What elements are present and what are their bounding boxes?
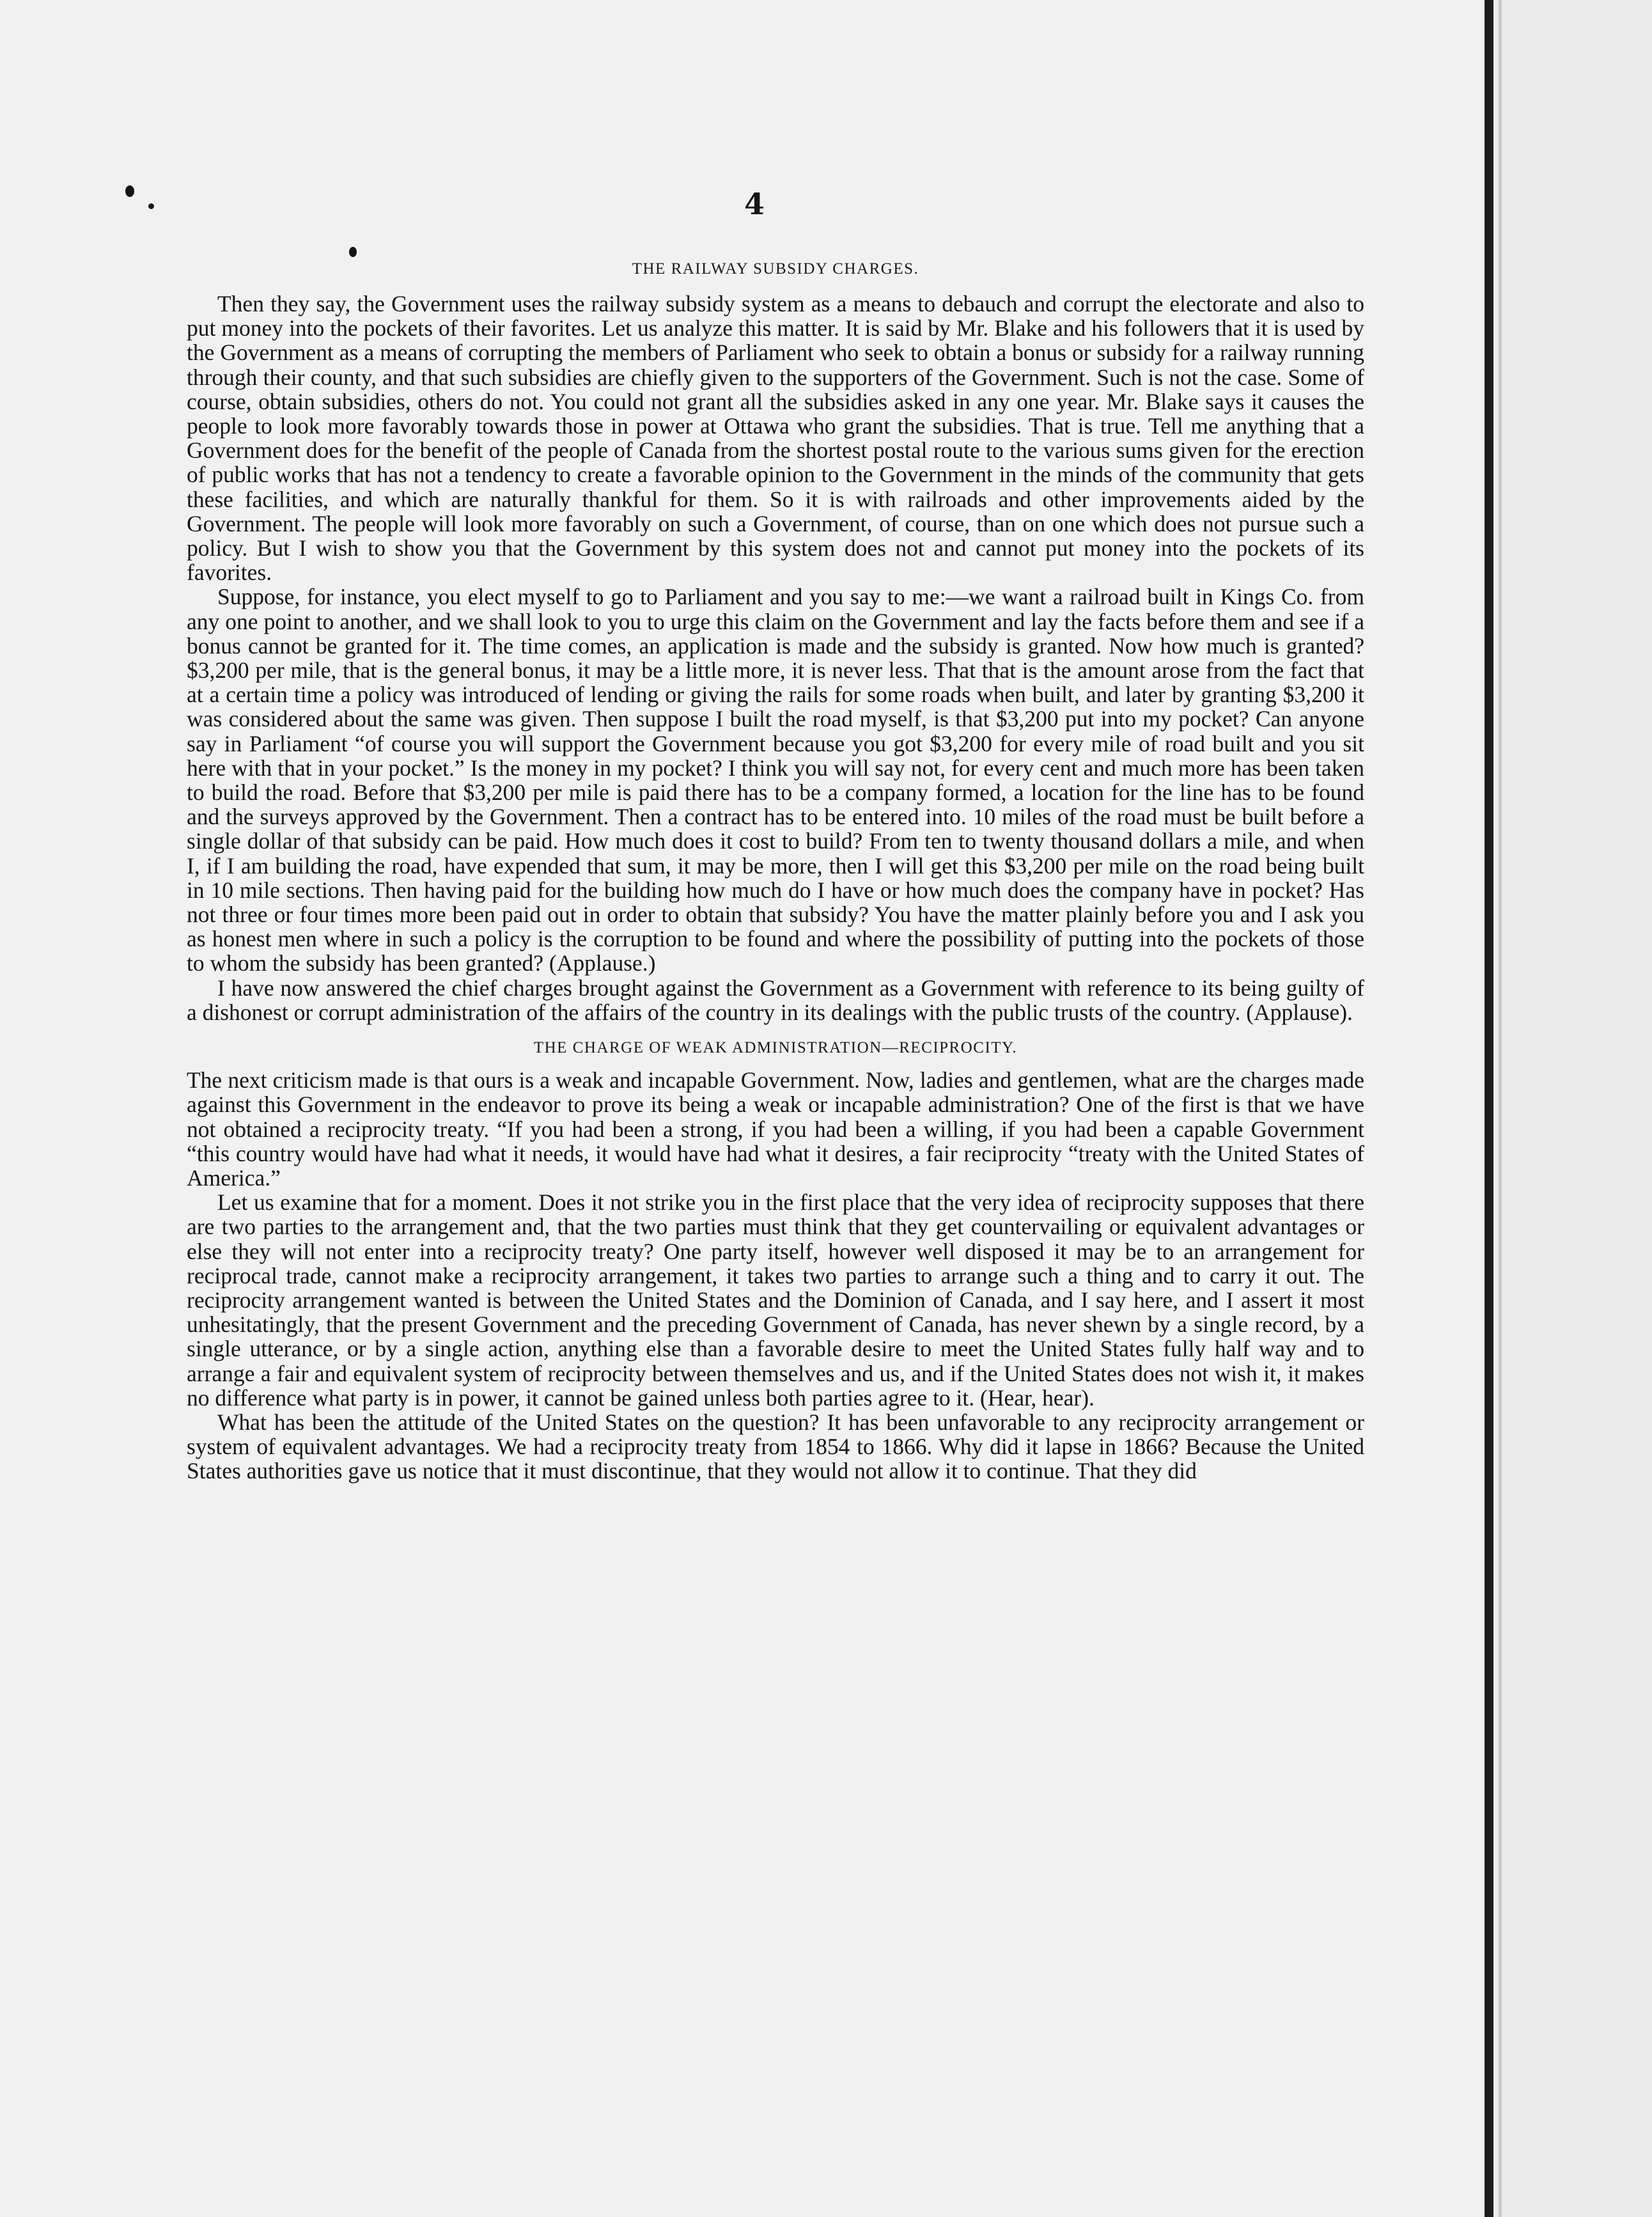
- paragraph: Let us examine that for a moment. Does it not strike you in the first place that the very idea of reciprocity supposes that there are two parties to the arrangement and, that the two parties must think that they get countervailing or equivalent advantages or else they will not enter into a reciprocity treaty? One party itself, however well disposed it may be to an arrangement for reciprocal trade, cannot make a reciprocity arrangement, it takes two parties to arrange such a thing and to carry it out. The reciprocity arrangement wanted is between the United States and the Dominion of Canada, and I say here, and I assert it most unhesitatingly, that the present Government and the preceding Government of Canada, has never shewn by a single record, by a single utterance, or by a single action, anything else than a favorable desire to meet the United States fully half way and to arrange a fair and equivalent system of reciprocity between themselves and us, and if the United States does not wish it, it makes no difference what party is in power, it cannot be gained unless both parties agree to it. (Hear, hear).: [187, 1189, 1364, 1411]
- section-heading-weak-administration: THE CHARGE OF WEAK ADMINISTRATION—RECIPROCITY.: [533, 1039, 1018, 1057]
- ink-speck: [148, 203, 154, 209]
- paragraph: I have now answered the chief charges brought against the Government as a Government with reference to its being guilty of a dishonest or corrupt administration of the affairs of the country in its dealings with the public trusts of the country. (Applause).: [187, 975, 1364, 1025]
- paragraph: Suppose, for instance, you elect myself to go to Parliament and you say to me:—we want a railroad built in Kings Co. from any one point to another, and we shall look to you to urge this claim on the Government and lay the facts before them and see if a bonus cannot be granted for it. The time comes, an application is made and the subsidy is granted. Now how much is granted? $3,200 per mile, that is the general bonus, it may be a little more, it is never less. That that is the amount arose from the fact that at a certain time a policy was introduced of lending or giving the rails for some roads when built, and later by granting $3,200 it was considered about the same was given. Then suppose I built the road myself, is that $3,200 put into my pocket? Can anyone say in Parliament “of course you will support the Government because you got $3,200 for every mile of road built and you sit here with that in your pocket.” Is the money in my pocket? I think you will say not, for every cent and much more has been taken to build the road. Before that $3,200 per mile is paid there has to be a company formed, a location for the line has to be found and the surveys approved by the Government. Then a contract has to be entered into. 10 miles of the road must be built before a single dollar of that subsidy can be paid. How much does it cost to build? From ten to twenty thousand dollars a mile, and when I, if I am building the road, have expended that sum, it may be more, then I will get this $3,200 per mile on the road being built in 10 mile sections. Then having paid for the building how much do I have or how much does the company have in pocket? Has not three or four times more been paid out in order to obtain that subsidy? You have the matter plainly before you and I ask you as honest men where in such a policy is the corruption to be found and where the possibility of putting into the pockets of those to whom the subsidy has been granted? (Applause.): [187, 584, 1364, 976]
- adjacent-page-line: [1499, 0, 1502, 2217]
- section-heading-railway-subsidy: THE RAILWAY SUBSIDY CHARGES.: [632, 260, 919, 278]
- ink-speck: [125, 185, 134, 197]
- ink-speck: [349, 247, 357, 257]
- page-gutter-shadow: [1484, 0, 1493, 2217]
- paragraph: Then they say, the Government uses the railway subsidy system as a means to debauch and corrupt the electorate and also to put money into the pockets of their favorites. Let us analyze this matter. It is said by Mr. Blake and his followers that it is used by the Government as a means of corrupting the members of Parliament who seek to obtain a bonus or subsidy for a railway running through their county, and that such subsidies are chiefly given to the supporters of the Government. Such is not the case. Some of course, obtain subsidies, others do not. You could not grant all the subsidies asked in any one year. Mr. Blake says it causes the people to look more favorably towards those in power at Ottawa who grant the subsidies. That is true. Tell me anything that a Government does for the benefit of the people of Canada from the shortest postal route to the various sums given for the erection of public works that has not a tendency to create a favorable opinion to the Government in the minds of the community that gets these facilities, and which are naturally thankful for them. So it is with railroads and other improvements aided by the Government. The people will look more favorably on such a Government, of course, than on one which does not pursue such a policy. But I wish to show you that the Government by this system does not and cannot put money into the pockets of its favorites.: [187, 291, 1364, 586]
- paragraph: The next criticism made is that ours is a weak and incapable Government. Now, ladies and gentlemen, what are the charges made against this Government in the endeavor to prove its being a weak or incapable administration? One of the first is that we have not obtained a reciprocity treaty. “If you had been a strong, if you had been a willing, if you had been a capable Government “this country would have had what it needs, it would have had what it desires, a fair reciprocity “treaty with the United States of America.”: [187, 1067, 1364, 1191]
- document-body: [187, 260, 1364, 1484]
- paragraph: What has been the attitude of the United States on the question? It has been unfavorable to any reciprocity arrangement or system of equivalent advantages. We had a reciprocity treaty from 1854 to 1866. Why did it lapse in 1866? Because the United States authorities gave us notice that it must discontinue, that they would not allow it to continue. That they did: [187, 1409, 1364, 1484]
- adjacent-page-edge: [1493, 0, 1652, 2217]
- page-number: 4: [744, 187, 765, 221]
